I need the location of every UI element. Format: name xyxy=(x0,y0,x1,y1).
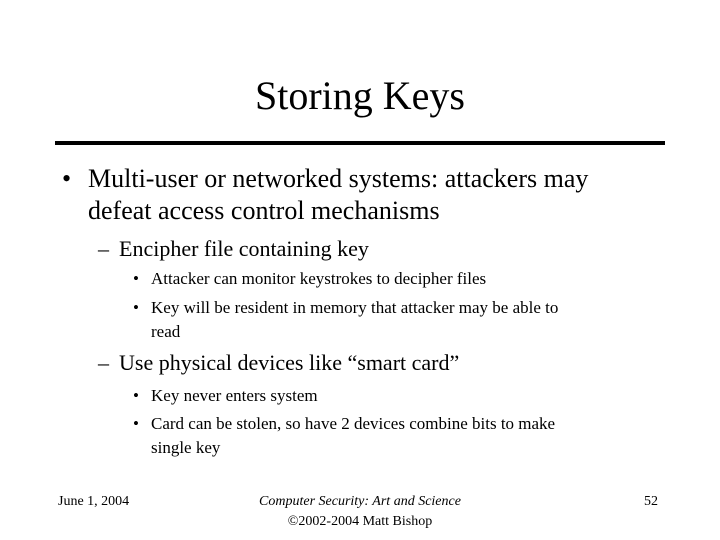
footer-course-title: Computer Security: Art and Science xyxy=(259,494,461,509)
sub-bullet-text: Encipher file containing key xyxy=(119,236,369,261)
bullet-text-continued: defeat access control mechanisms xyxy=(88,196,440,225)
sub-bullet-text: Use physical devices like “smart card” xyxy=(119,350,460,375)
slide-number: 52 xyxy=(644,494,658,509)
dash-marker: – xyxy=(98,350,109,375)
footer-date: June 1, 2004 xyxy=(58,494,130,509)
title-divider xyxy=(55,141,665,145)
footer-copyright: ©2002-2004 Matt Bishop xyxy=(287,514,433,529)
sub-sub-bullet-text: Key never enters system xyxy=(151,386,318,405)
sub-sub-bullet-text: Card can be stolen, so have 2 devices combine bits to make xyxy=(151,414,556,433)
bullet-marker: • xyxy=(62,164,72,193)
bullet-marker: • xyxy=(133,386,139,405)
bullet-marker: • xyxy=(133,298,139,317)
sub-sub-bullet-text-continued: single key xyxy=(151,438,221,457)
sub-sub-bullet-text-continued: read xyxy=(151,322,181,341)
sub-sub-bullet-text: Attacker can monitor keystrokes to decipher files xyxy=(151,269,487,288)
bullet-marker: • xyxy=(133,269,139,288)
slide-title: Storing Keys xyxy=(255,73,465,118)
sub-sub-bullet-text: Key will be resident in memory that attacker may be able to xyxy=(151,298,559,317)
bullet-marker: • xyxy=(133,414,139,433)
bullet-text: Multi-user or networked systems: attackers may xyxy=(88,164,589,193)
dash-marker: – xyxy=(98,236,109,261)
